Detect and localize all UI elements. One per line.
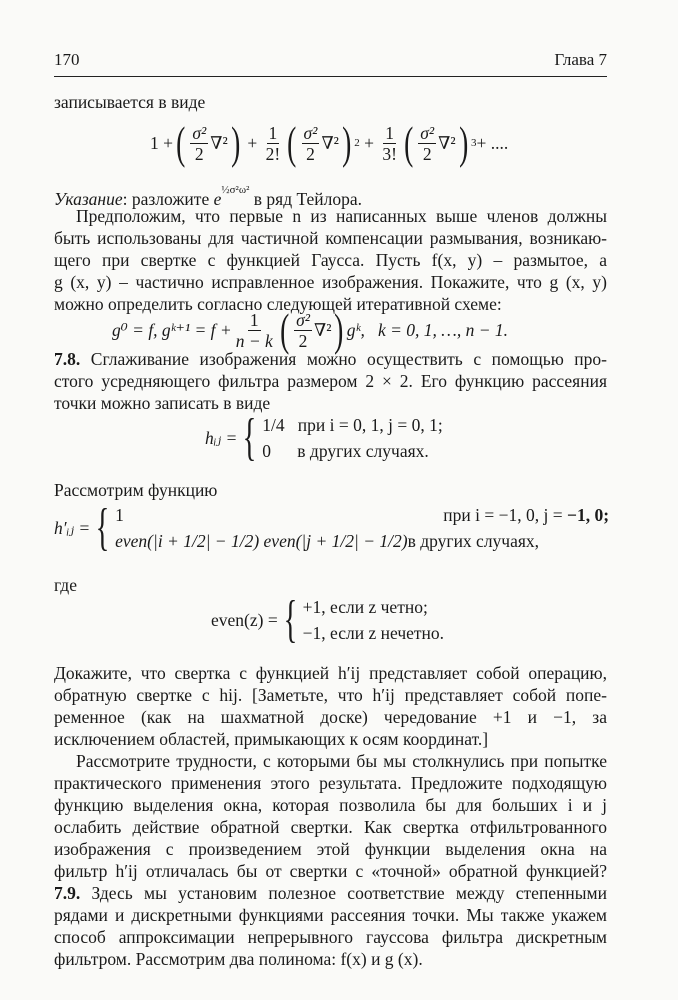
text-line: фильтром. Рассмотрим два полинома: f(x) и g (x). (54, 949, 423, 969)
exp-e: e (213, 189, 222, 209)
section-7-8: 7.8. Сглаживание изображения можно осуществить с помощью про- (54, 349, 607, 369)
text-line: способ аппроксимации непрерывного гауссова фильтра дискретным (54, 927, 607, 947)
text-line: g (x, y) – частично исправленное изображения. Покажите, что g (x, y) (54, 272, 607, 292)
equation-series: 1 + ( $\frac{\text{σ²}}{2}$ ∇² ) + $\frac{1}{2!}$ ( $\frac{\text{σ²}}{2}$ ∇² ) 2 + $\frac{1}{3!}$ ( $\frac{\text{σ²}}{2}$ ∇² ) 3 + .... (150, 117, 509, 168)
text-line: щего при свертке с функцией Гаусса. Пусть f(x, y) – размытое, а (54, 250, 607, 270)
text-line: Рассмотрите трудности, с которыми бы мы столкнулись при попытке (76, 751, 607, 771)
text-line: изображения с произведением этой функции выделения окна на (54, 839, 607, 859)
hint-line: Указание: разложите $e^{\frac{1}{2}\sigma^2\omega^2}$ в ряд Тейлора. (54, 184, 363, 209)
hint-label: Указание (54, 189, 123, 209)
text-line: где (54, 575, 77, 595)
text-line: рядами и дискретными функциями рассеяния точки. Мы также укажем (54, 905, 607, 925)
text-line: Предположим, что первые n из написанных выше членов должны (76, 206, 607, 226)
text-line: Рассмотрим функцию (54, 480, 218, 500)
chapter-title: Глава 7 (554, 50, 607, 69)
equation-iterative: g⁰ = f, gᵏ⁺¹ = f + $\frac{1}{n - k}$ ( $\frac{\text{σ²}}{2}$ ∇² ) gᵏ, k = 0, 1, …, n − 1. (112, 304, 509, 355)
text-line: точки можно записать в виде (54, 393, 271, 413)
page-number: 170 (54, 50, 80, 69)
text-line: исключением областей, примыкающих к осям координат.] (54, 729, 489, 749)
text-line: стого усредняющего фильтра размером 2 × 2. Его функцию рассеяния (54, 371, 607, 391)
text-line: практического применения этого результата. Предложите подходящую (54, 773, 607, 793)
text-line: быть использованы для частичной компенсации размывания, возникаю- (54, 228, 607, 248)
text-line: ременное (как на шахматной доске) чередование +1 и −1, за (54, 707, 607, 727)
text-line: записывается в виде (54, 92, 206, 112)
text-line: ослабить действие обратной свертки. Как свертка отфильтрованного (54, 817, 607, 837)
section-7-9: 7.9. Здесь мы установим полезное соответствие между степенными (54, 883, 607, 903)
text-line: обратную свертке с hij. [Заметьте, что h′ij представляет собой попе- (54, 685, 607, 705)
equation-h-prime: h′ᵢⱼ = { 1 при i = −1, 0, j = −1, 0; even(|i + 1/2| − 1/2) even(|j + 1/2| − 1/2) в других случаях, (54, 499, 610, 556)
text-line: фильтр h′ij отличалась бы от свертки с «точной» обратной функцией? (54, 861, 607, 881)
text-line: Докажите, что свертка с функцией h′ij представляет собой операцию, (54, 663, 607, 683)
equation-even: even(z) = { +1, если z четно; −1, если z нечетно. (211, 591, 445, 648)
equation-h: hᵢⱼ = { 1/4 при i = 0, 1, j = 0, 1; 0 в других случаях. (205, 409, 443, 466)
text-line: функцию выделения окна, которая позволила бы для больших i и j (54, 795, 607, 815)
header-rule (54, 76, 607, 77)
text-line: можно определить согласно следующей итеративной схеме: (54, 294, 502, 314)
exp-exponent: ½σ²ω² (221, 184, 250, 196)
